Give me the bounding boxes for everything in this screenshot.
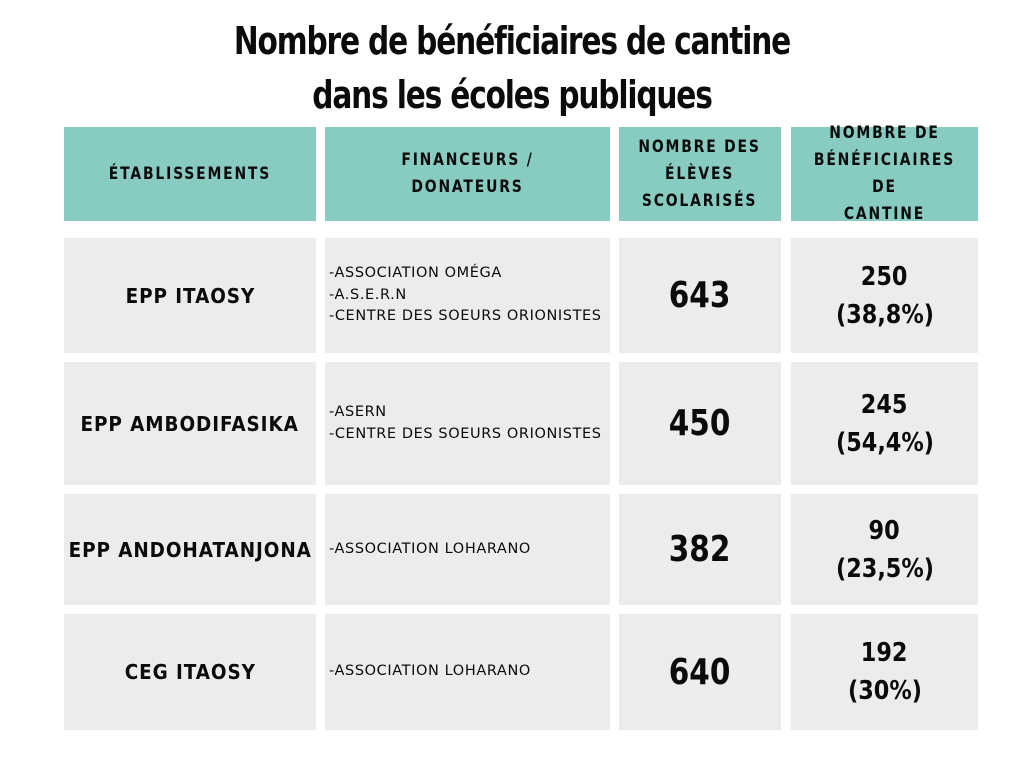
header-beneficiaires: NOMBRE DE BÉNÉFICIAIRES DE CANTINE: [791, 127, 978, 221]
beneficiaires-count: 250: [861, 261, 908, 292]
beneficiaires-count: 90: [868, 515, 901, 546]
table-row-3-financeurs: [325, 494, 610, 605]
table-row-2-etablissement: EPP AMBODIFASIKA: [64, 362, 316, 485]
page-title: [113, 14, 912, 122]
beneficiaires-count: 245: [861, 389, 908, 420]
financeur-item: -ASSOCIATION LOHARANO: [329, 663, 531, 680]
header-etablissements: ÉTABLISSEMENTS: [64, 127, 316, 221]
beneficiaires-percent: (54,4%): [835, 427, 934, 458]
table-row-2-eleves: 450: [619, 362, 781, 485]
financeur-item: -ASERN: [329, 404, 387, 420]
table-row-1-eleves: 643: [619, 238, 781, 353]
table-row-3-etablissement: EPP ANDOHATANJONA: [64, 494, 316, 605]
table-row-1-financeurs: [325, 238, 610, 353]
table-row-3-eleves: 382: [619, 494, 781, 605]
beneficiaires-count: 192: [861, 638, 908, 668]
beneficiaires-percent: (30%): [847, 676, 922, 706]
financeur-item: -ASSOCIATION OMÉGA: [329, 265, 502, 282]
table-row-1-etablissement: EPP ITAOSY: [64, 238, 316, 353]
beneficiaires-percent: (38,8%): [835, 299, 934, 330]
table-row-4-etablissement: CEG ITAOSY: [64, 614, 316, 730]
title-line-1: Nombre de bénéficiaires de cantine: [233, 19, 791, 63]
table-row-1-beneficiaires: [791, 238, 978, 353]
table-row-3-beneficiaires: [791, 494, 978, 605]
table-row-4-beneficiaires: [791, 614, 978, 730]
beneficiaires-percent: (23,5%): [835, 553, 934, 584]
financeur-item: -CENTRE DES SOEURS ORIONISTES: [329, 425, 602, 442]
financeur-item: -ASSOCIATION LOHARANO: [329, 540, 531, 557]
financeur-item: -CENTRE DES SOEURS ORIONISTES: [329, 308, 602, 325]
table-row-4-financeurs: [325, 614, 610, 730]
table-row-4-eleves: 640: [619, 614, 781, 730]
table-row-2-beneficiaires: [791, 362, 978, 485]
title-line-2: dans les écoles publiques: [312, 73, 712, 117]
header-financeurs: FINANCEURS / DONATEURS: [325, 127, 610, 221]
table-row-2-financeurs: [325, 362, 610, 485]
financeur-item: -A.S.E.R.N: [329, 286, 407, 303]
header-eleves: NOMBRE DES ÉLÈVES SCOLARISÉS: [619, 127, 781, 221]
